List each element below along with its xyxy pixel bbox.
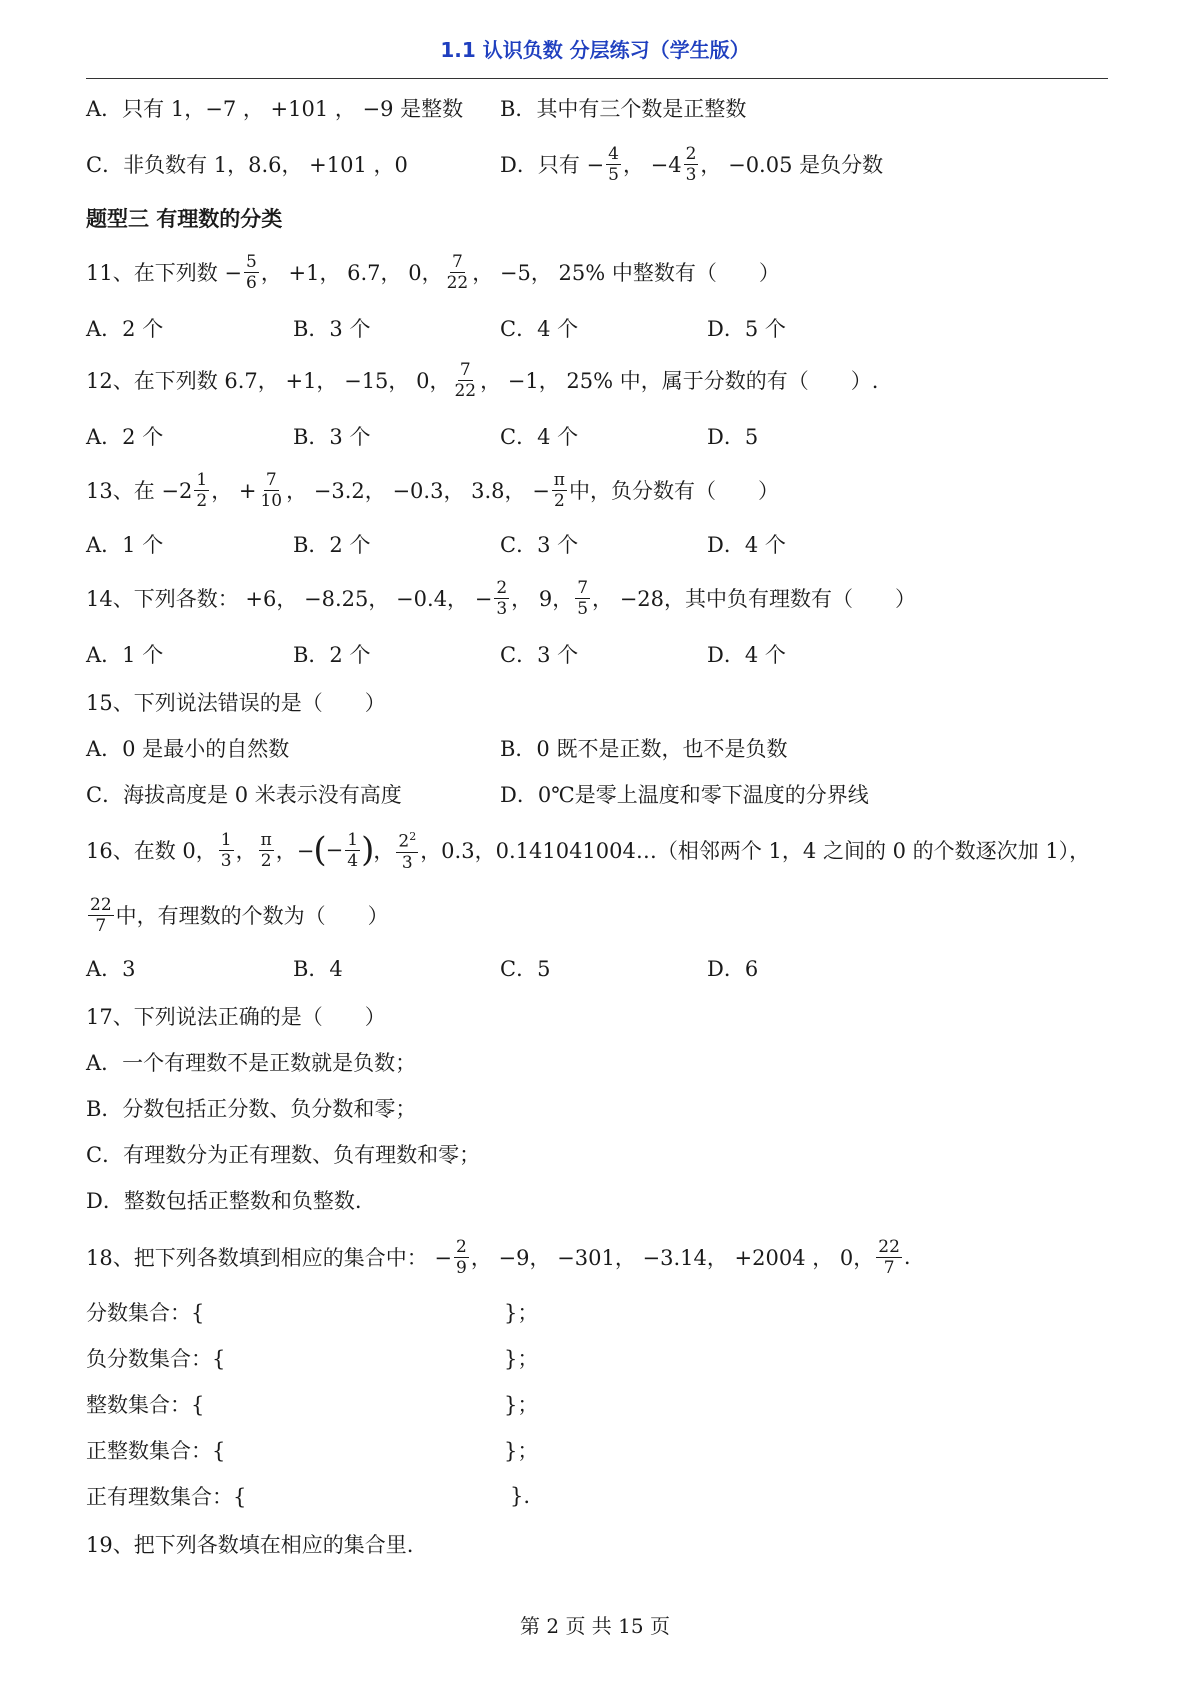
q15-option-c: C．海拔高度是 0 米表示没有高度 [86, 783, 402, 807]
q17-option-d: D．整数包括正整数和负整数. [86, 1189, 362, 1213]
q15-option-a: A．0 是最小的自然数 [86, 737, 290, 761]
q13-option-c: C．3 个 [500, 533, 579, 557]
q17-stem: 17、下列说法正确的是（ ） [86, 1005, 386, 1029]
fraction: $\frac{4}{5}$ [608, 143, 619, 185]
q10-option-a: A． 只有 1， −7 ， +101 ， −9 是整数 [86, 97, 464, 121]
page-footer: 第 2 页 共 15 页 [520, 1614, 670, 1638]
q13-option-d: D．4 个 [707, 533, 786, 557]
q16-stem-line-1: 16、在数 0， $\frac{1}{3}$ ， $\frac{\pi}{2}$ ，− ( − $\frac{1}{4}$ ) ， $\frac{2^2}{3}$ ，0.3，0.141041004…（相邻两个 1，4 之间的 0 的个数逐次加 1）， [86, 820, 1090, 880]
q10-option-b: B． 其中有三个数是正整数 [500, 97, 747, 121]
header-rule [86, 78, 1108, 79]
fraction: $\frac{2}{9}$ [456, 1236, 467, 1278]
q14-option-b: B．2 个 [293, 643, 371, 667]
q18-set-positive-integers[interactable] [86, 1428, 686, 1472]
q17-option-c: C．有理数分为正有理数、负有理数和零； [86, 1143, 481, 1167]
fraction: $\frac{7}{22}$ [446, 251, 469, 293]
q11-option-c: C．4 个 [500, 317, 579, 341]
set-close: }； [504, 1439, 539, 1463]
fraction: $\frac{2}{3}$ [496, 577, 508, 619]
q18-stem: 18、把下列各数填到相应的集合中： − $\frac{2}{9}$ ， −9， −301， −3.14， +2004 ， 0， $\frac{22}{7}$ . [86, 1236, 911, 1278]
section-title: 题型三 有理数的分类 [86, 207, 283, 231]
q14-option-d: D．4 个 [707, 643, 786, 667]
q13-option-a: A．1 个 [86, 533, 164, 557]
q16-option-c: C．5 [500, 957, 551, 981]
q11-option-a: A．2 个 [86, 317, 164, 341]
fraction: $\frac{7}{22}$ [454, 359, 477, 401]
q11-stem: 11、在下列数 − $\frac{5}{6}$ ， +1， 6.7， 0， $\frac{7}{22}$ ， −5， 25% 中整数有（ ） [86, 251, 780, 293]
q15-option-b: B．0 既不是正数，也不是负数 [500, 737, 788, 761]
fraction: $\frac{1}{2}$ [196, 469, 208, 511]
q14-option-c: C．3 个 [500, 643, 579, 667]
fraction: $\frac{2^2}{3}$ [396, 827, 418, 873]
q15-stem: 15、下列说法错误的是（ ） [86, 691, 386, 715]
q13-option-b: B．2 个 [293, 533, 371, 557]
fraction: $\frac{7}{5}$ [577, 577, 589, 619]
set-label: 分数集合：{ [86, 1301, 205, 1325]
set-close: }. [510, 1484, 531, 1508]
q13-stem: 13、在 −2 $\frac{1}{2}$ ， + $\frac{7}{10}$ ， −3.2， −0.3， 3.8， − $\frac{\pi}{2}$ 中，负分数有（ ） [86, 469, 779, 511]
q12-option-c: C．4 个 [500, 425, 579, 449]
q16-stem-line-2: $\frac{22}{7}$ 中，有理数的个数为（ ） [90, 894, 389, 936]
set-close: }； [504, 1301, 539, 1325]
q18-set-positive-rationals[interactable] [86, 1474, 686, 1518]
q10-option-d: D． 只有 − $\frac{4}{5}$ ， −4 $\frac{2}{3}$ ， −0.05 是负分数 [500, 143, 884, 185]
fraction: $\frac{5}{6}$ [246, 251, 257, 293]
left-paren: ( [313, 830, 327, 870]
fraction: $\frac{22}{7}$ [90, 894, 112, 936]
q12-option-d: D．5 [707, 425, 759, 449]
q14-option-a: A．1 个 [86, 643, 164, 667]
fraction: $\frac{7}{10}$ [260, 469, 283, 511]
q10-option-c: C． 非负数有 1，8.6， +101 ，0 [86, 153, 408, 177]
q18-set-integers[interactable] [86, 1382, 686, 1426]
fraction: $\frac{2}{3}$ [685, 143, 697, 185]
q18-set-fractions[interactable] [86, 1290, 686, 1334]
q16-option-d: D．6 [707, 957, 759, 981]
set-label: 正整数集合：{ [86, 1439, 226, 1463]
set-close: }； [504, 1393, 539, 1417]
q18-set-negative-fractions[interactable] [86, 1336, 686, 1380]
q19-stem: 19、把下列各数填在相应的集合里. [86, 1533, 414, 1557]
set-label: 负分数集合：{ [86, 1347, 226, 1371]
q14-stem: 14、下列各数： +6， −8.25， −0.4， − $\frac{2}{3}$ ， 9， $\frac{7}{5}$ ， −28，其中负有理数有（ ） [86, 577, 917, 619]
q17-option-b: B．分数包括正分数、负分数和零； [86, 1097, 417, 1121]
q12-option-a: A．2 个 [86, 425, 164, 449]
right-paren: ) [361, 830, 375, 870]
fraction: $\frac{1}{4}$ [347, 829, 359, 871]
q16-option-a: A．3 [86, 957, 136, 981]
set-close: }； [504, 1347, 539, 1371]
set-label: 正有理数集合：{ [86, 1485, 247, 1509]
q12-stem: 12、在下列数 6.7， +1， −15， 0， $\frac{7}{22}$ ， −1， 25% 中，属于分数的有（ ）. [86, 359, 879, 401]
page-header-title: 1.1 认识负数 分层练习（学生版） [440, 38, 750, 62]
q15-option-d: D．0℃是零上温度和零下温度的分界线 [500, 783, 869, 807]
q17-option-a: A．一个有理数不是正数就是负数； [86, 1051, 417, 1075]
fraction: $\frac{\pi}{2}$ [553, 469, 565, 511]
q16-option-b: B．4 [293, 957, 343, 981]
fraction: $\frac{1}{3}$ [220, 829, 232, 871]
fraction: $\frac{22}{7}$ [878, 1236, 900, 1278]
q11-option-b: B．3 个 [293, 317, 371, 341]
q11-option-d: D．5 个 [707, 317, 786, 341]
q12-option-b: B．3 个 [293, 425, 371, 449]
set-label: 整数集合：{ [86, 1393, 205, 1417]
fraction: $\frac{\pi}{2}$ [260, 829, 272, 871]
